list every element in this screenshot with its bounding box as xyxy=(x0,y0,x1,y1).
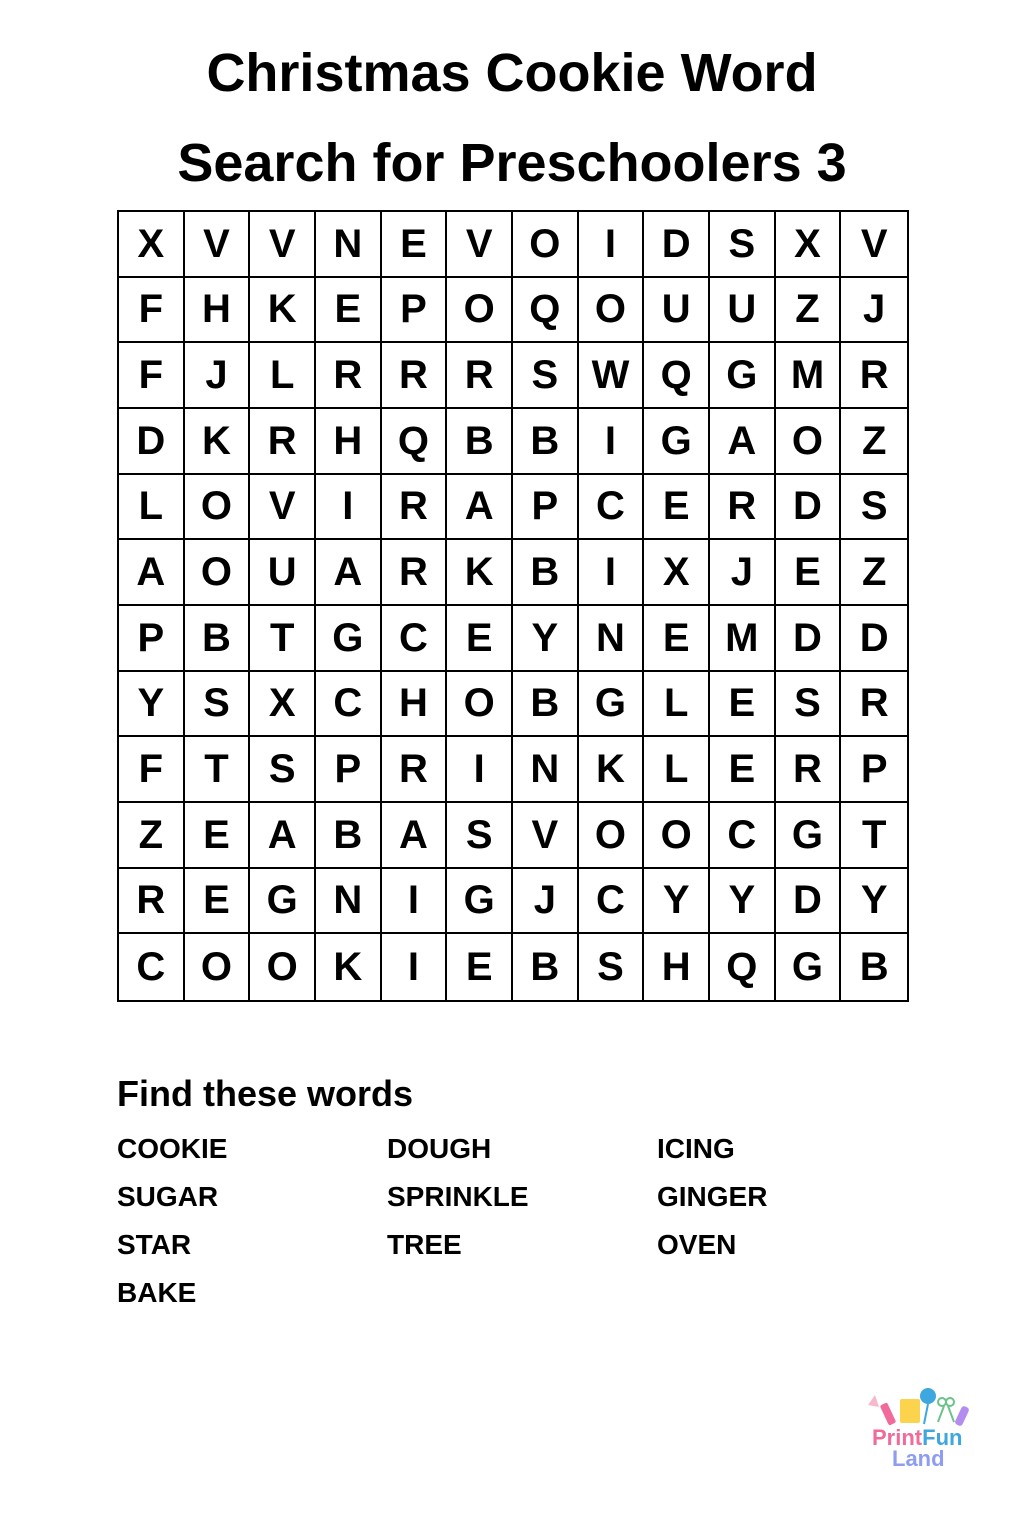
grid-cell: Y xyxy=(841,869,907,935)
grid-cell: B xyxy=(859,945,889,990)
grid-cell: C xyxy=(579,475,645,541)
grid-cell: V xyxy=(513,803,579,869)
grid-cell: Z xyxy=(776,278,842,344)
grid-cell: A xyxy=(447,475,513,541)
title-line-1: Christmas Cookie Word xyxy=(206,43,818,103)
grid-cell: D xyxy=(776,475,842,541)
grid-cell: E xyxy=(185,869,251,935)
printfunland-logo xyxy=(866,1386,976,1478)
grid-cell: O xyxy=(185,475,251,541)
grid-cell: D xyxy=(841,606,907,672)
grid-cell: U xyxy=(250,540,316,606)
grid-cell: B xyxy=(513,540,579,606)
grid-cell: X xyxy=(250,672,316,738)
grid-cell: W xyxy=(579,343,645,409)
grid-cell: C xyxy=(316,672,382,738)
grid-cell: K xyxy=(250,278,316,344)
grid-cell: R xyxy=(776,737,842,803)
word-list-item: STAR xyxy=(117,1229,192,1260)
logo-fun: Fun xyxy=(922,1425,963,1450)
grid-cell: A xyxy=(710,409,776,475)
art-supplies-icon xyxy=(866,1386,976,1428)
grid-cell: E xyxy=(447,606,513,672)
grid-cell: S xyxy=(776,672,842,738)
grid-cell: K xyxy=(185,409,251,475)
grid-cell: Z xyxy=(841,409,907,475)
grid-cell: I xyxy=(579,540,645,606)
grid-cell: D xyxy=(644,212,710,278)
grid-cell: K xyxy=(579,737,645,803)
grid-cell: D xyxy=(776,869,842,935)
grid-cell: O xyxy=(185,540,251,606)
grid-cell: Y xyxy=(513,606,579,672)
grid-cell: V xyxy=(447,212,513,278)
grid-cell: J xyxy=(841,278,907,344)
grid-cell: Z xyxy=(119,803,185,869)
grid-cell: T xyxy=(841,803,907,869)
grid-cell: I xyxy=(579,409,645,475)
word-list-item: DOUGH xyxy=(387,1133,492,1164)
grid-cell: F xyxy=(119,343,185,409)
grid-cell: E xyxy=(776,540,842,606)
grid-cell: M xyxy=(776,343,842,409)
grid-cell: S xyxy=(513,343,579,409)
grid-cell: O xyxy=(579,803,645,869)
grid-cell: N xyxy=(579,606,645,672)
grid-cell: M xyxy=(710,606,776,672)
grid-cell: P xyxy=(382,278,448,344)
grid-cell: T xyxy=(250,606,316,672)
grid-cell: I xyxy=(579,212,645,278)
grid-cell: J xyxy=(710,540,776,606)
grid-cell: S xyxy=(250,737,316,803)
grid-cell: L xyxy=(644,737,710,803)
grid-cell: F xyxy=(119,278,185,344)
grid-cell: E xyxy=(382,212,448,278)
grid-cell: B xyxy=(513,409,579,475)
grid-cell: E xyxy=(710,672,776,738)
grid-cell: A xyxy=(382,803,448,869)
grid-cell: N xyxy=(513,737,579,803)
grid-cell: R xyxy=(382,343,448,409)
word-list-item: TREE xyxy=(387,1229,462,1260)
grid-cell: X xyxy=(644,540,710,606)
grid-cell: O xyxy=(579,278,645,344)
grid-cell: P xyxy=(316,737,382,803)
grid-cell: C xyxy=(710,803,776,869)
grid-cell: Y xyxy=(119,672,185,738)
grid-cell: O xyxy=(185,934,251,1000)
grid-cell: O xyxy=(447,278,513,344)
grid-cell: N xyxy=(316,869,382,935)
grid-cell: R xyxy=(382,540,448,606)
grid-cell: J xyxy=(513,869,579,935)
word-list-item: SPRINKLE xyxy=(387,1181,529,1212)
grid-cell: P xyxy=(119,606,185,672)
grid-cell: Z xyxy=(841,540,907,606)
grid-cell: C xyxy=(579,869,645,935)
grid-cell: O xyxy=(776,409,842,475)
grid-cell: N xyxy=(316,212,382,278)
grid-cell: P xyxy=(513,475,579,541)
grid-cell: S xyxy=(710,212,776,278)
grid-cell: E xyxy=(644,475,710,541)
grid-cell: R xyxy=(841,672,907,738)
title-line-2: Search for Preschoolers 3 xyxy=(177,133,847,193)
grid-cell: B xyxy=(447,409,513,475)
grid-cell: G xyxy=(316,606,382,672)
grid-cell: E xyxy=(447,934,513,1000)
grid-cell: K xyxy=(316,934,382,1000)
grid-cell: E xyxy=(710,737,776,803)
grid-cell: C xyxy=(382,606,448,672)
grid-cell: G xyxy=(447,869,513,935)
grid-cell: O xyxy=(644,803,710,869)
grid-cell: G xyxy=(776,934,842,1000)
logo-print: Print xyxy=(872,1425,923,1450)
grid-cell: X xyxy=(776,212,842,278)
grid-cell: D xyxy=(119,409,185,475)
grid-cell: V xyxy=(185,212,251,278)
grid-cell: A xyxy=(119,540,185,606)
grid-cell: X xyxy=(119,212,185,278)
grid-cell: E xyxy=(185,803,251,869)
grid-cell: R xyxy=(316,343,382,409)
grid-cell: S xyxy=(841,475,907,541)
grid-cell: I xyxy=(382,869,448,935)
grid-cell: B xyxy=(316,803,382,869)
grid-cell: R xyxy=(382,737,448,803)
grid-cell: H xyxy=(185,278,251,344)
grid-cell: C xyxy=(119,934,185,1000)
grid-cell: Y xyxy=(710,869,776,935)
grid-cell: Q xyxy=(710,934,776,1000)
grid-cell: B xyxy=(513,672,579,738)
grid-cell: I xyxy=(316,475,382,541)
word-list-item: ICING xyxy=(657,1133,735,1164)
grid-cell: L xyxy=(119,475,185,541)
word-search-grid xyxy=(117,210,909,1002)
grid-cell: G xyxy=(710,343,776,409)
grid-cell: O xyxy=(513,212,579,278)
word-list-item: COOKIE xyxy=(117,1133,228,1164)
grid-cell: A xyxy=(316,540,382,606)
grid-cell: H xyxy=(316,409,382,475)
grid-cell: Q xyxy=(513,278,579,344)
word-list-heading: Find these words xyxy=(117,1073,414,1114)
grid-cell: D xyxy=(776,606,842,672)
word-list-item: GINGER xyxy=(657,1181,768,1212)
grid-cell: P xyxy=(841,737,907,803)
grid-cell: R xyxy=(447,343,513,409)
word-list-item: SUGAR xyxy=(117,1181,219,1212)
grid-cell: J xyxy=(185,343,251,409)
grid-cell: B xyxy=(513,934,579,1000)
grid-cell: Q xyxy=(382,409,448,475)
grid-cell: A xyxy=(250,803,316,869)
grid-cell: V xyxy=(841,212,907,278)
grid-cell: R xyxy=(382,475,448,541)
grid-cell: G xyxy=(644,409,710,475)
grid-cell: S xyxy=(447,803,513,869)
grid-cell: E xyxy=(644,606,710,672)
grid-cell: K xyxy=(447,540,513,606)
grid-cell: I xyxy=(382,934,448,1000)
word-list-item: BAKE xyxy=(117,1277,197,1308)
grid-cell: G xyxy=(579,672,645,738)
grid-cell: G xyxy=(250,869,316,935)
grid-cell: S xyxy=(185,672,251,738)
word-list-item: OVEN xyxy=(657,1229,737,1260)
grid-cell: V xyxy=(250,212,316,278)
grid-cell: Y xyxy=(644,869,710,935)
grid-cell: E xyxy=(316,278,382,344)
grid-cell: U xyxy=(710,278,776,344)
grid-cell: R xyxy=(710,475,776,541)
grid-cell: R xyxy=(119,869,185,935)
logo-land: Land xyxy=(892,1446,945,1471)
grid-cell: O xyxy=(250,934,316,1000)
grid-cell: R xyxy=(250,409,316,475)
grid-cell: Q xyxy=(644,343,710,409)
grid-cell: G xyxy=(776,803,842,869)
grid-cell: I xyxy=(447,737,513,803)
grid-cell: R xyxy=(841,343,907,409)
grid-cell: V xyxy=(250,475,316,541)
grid-cell: F xyxy=(119,737,185,803)
grid-cell: L xyxy=(250,343,316,409)
grid-cell: U xyxy=(644,278,710,344)
grid-cell: O xyxy=(447,672,513,738)
grid-cell: B xyxy=(185,606,251,672)
grid-cell: S xyxy=(579,934,645,1000)
grid-cell: H xyxy=(644,934,710,1000)
grid-cell: L xyxy=(644,672,710,738)
grid-cell: T xyxy=(185,737,251,803)
grid-cell: H xyxy=(382,672,448,738)
